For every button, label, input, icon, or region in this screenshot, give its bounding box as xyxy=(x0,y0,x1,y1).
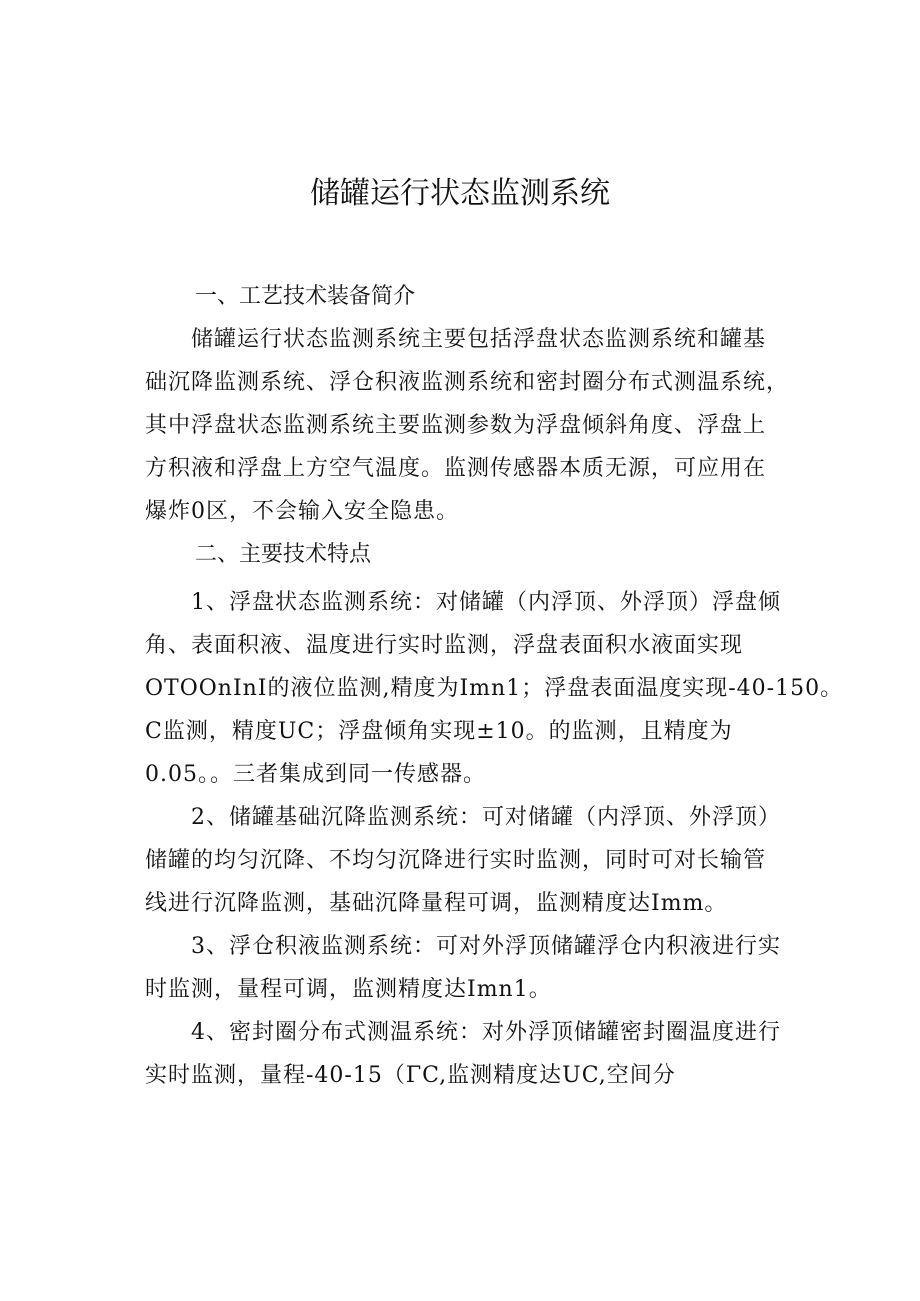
item-1-paragraph xyxy=(145,581,844,796)
paragraph-line: 2、储罐基础沉降监测系统：可对储罐（内浮顶、外浮顶） xyxy=(191,805,781,830)
paragraph-line: 其中浮盘状态监测系统主要监测参数为浮盘倾斜角度、浮盘上 xyxy=(145,413,767,438)
paragraph-line: 时监测，量程可调，监测精度达Imn1。 xyxy=(145,977,552,1002)
section-1-paragraph xyxy=(145,318,795,533)
paragraph-line: 储罐运行状态监测系统主要包括浮盘状态监测系统和罐基 xyxy=(191,327,767,352)
paragraph-line: C监测，精度UC；浮盘倾角实现±10。的监测，且精度为 xyxy=(145,719,733,744)
paragraph-line: 实时监测，量程-40-15（ΓC,监测精度达UC,空间分 xyxy=(145,1063,676,1088)
paragraph-line: 角、表面积液、温度进行实时监测，浮盘表面积水液面实现 xyxy=(145,633,744,658)
document-title: 储罐运行状态监测系统 xyxy=(310,176,610,211)
paragraph-line: 爆炸0区，不会输入安全隐患。 xyxy=(145,499,459,524)
paragraph-line: 1、浮盘状态监测系统：对储罐（内浮顶、外浮顶）浮盘倾 xyxy=(191,590,781,615)
section-2-heading: 二、主要技术特点 xyxy=(195,542,372,567)
paragraph-line: 方积液和浮盘上方空气温度。监测传感器本质无源，可应用在 xyxy=(145,456,767,481)
paragraph-line: 0.05。。三者集成到同一传感器。 xyxy=(145,762,486,787)
item-4-paragraph xyxy=(145,1011,795,1097)
item-3-paragraph xyxy=(145,925,795,1011)
paragraph-line: 储罐的均匀沉降、不均匀沉降进行实时监测，同时可对长输管 xyxy=(145,848,767,873)
paragraph-line: 3、浮仓积液监测系统：可对外浮顶储罐浮仓内积液进行实 xyxy=(191,934,781,959)
paragraph-line: OTOOnInI的液位监测,精度为Imn1；浮盘表面温度实现-40-150。 xyxy=(145,676,844,701)
item-2-paragraph xyxy=(145,796,795,925)
section-1-heading: 一、工艺技术装备简介 xyxy=(195,284,416,309)
paragraph-line: 4、密封圈分布式测温系统：对外浮顶储罐密封圈温度进行 xyxy=(191,1020,781,1045)
paragraph-line: 础沉降监测系统、浮仓积液监测系统和密封圈分布式测温系统， xyxy=(145,370,790,395)
paragraph-line: 线进行沉降监测，基础沉降量程可调，监测精度达Imm。 xyxy=(145,891,728,916)
